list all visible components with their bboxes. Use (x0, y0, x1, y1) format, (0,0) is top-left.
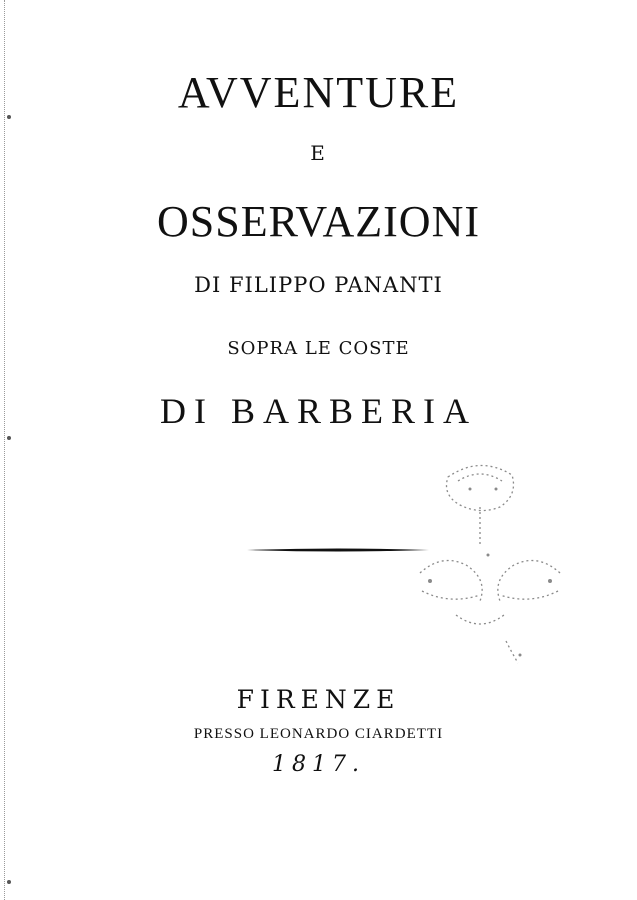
binding-dot (7, 880, 11, 884)
publication-year: 1817. (272, 752, 365, 777)
title-line-1: AVVENTURE (177, 68, 460, 117)
library-stamp (400, 455, 590, 675)
binding-dot (7, 436, 11, 440)
conjunction: E (310, 141, 327, 165)
binding-dot (7, 115, 11, 119)
publication-city: FIRENZE (236, 685, 401, 714)
subtitle-place: DI BARBERIA (159, 391, 477, 431)
subtitle-line: SOPRA LE COSTE (227, 338, 410, 359)
printer-line: PRESSO LEONARDO CIARDETTI (193, 726, 444, 742)
title-line-2: OSSERVAZIONI (156, 197, 481, 246)
author-line: DI FILIPPO PANANTI (194, 273, 443, 297)
